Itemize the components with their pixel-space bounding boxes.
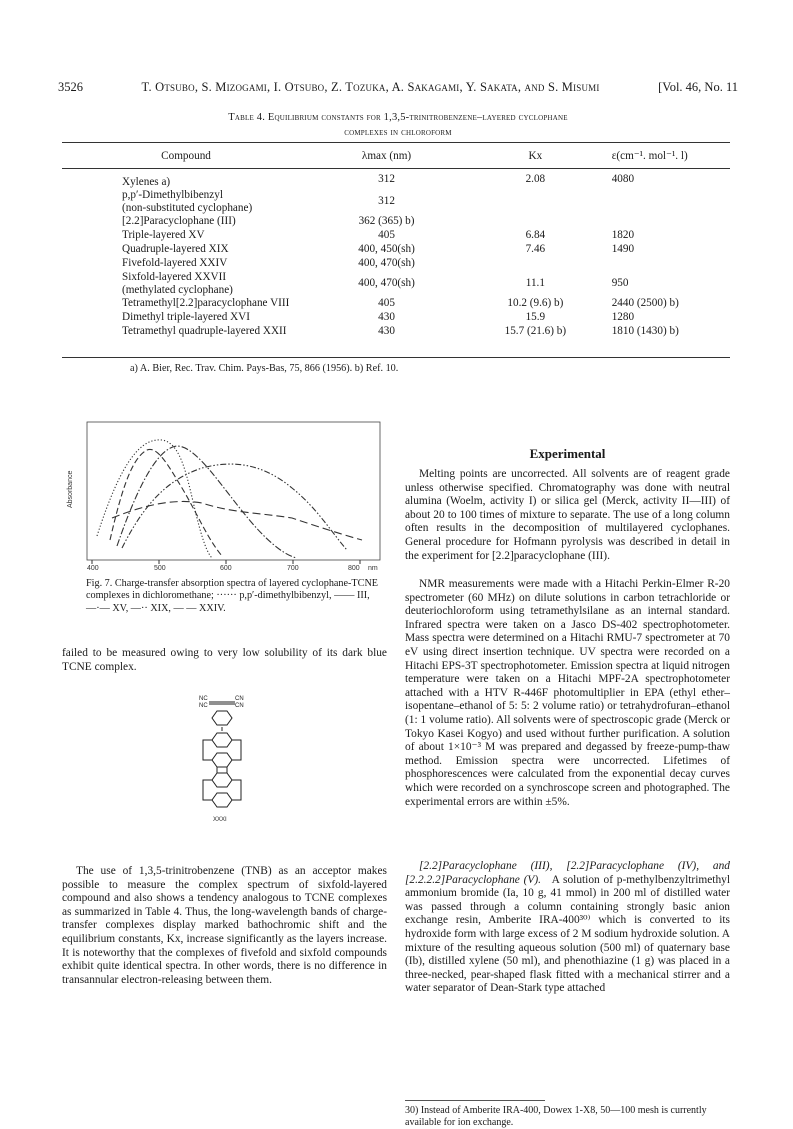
left-paragraph-1: failed to be measured owing to very low solubility of its dark blue TCNE complex. — [62, 647, 387, 673]
right-paragraph-1: Melting points are uncorrected. All solvents are of reagent grade unless otherwise specified. Chromatography was done with neutral alumina (Woelm, activity I) or silica gel (Merck, activity II—III) of about 20 to 100 times of mixture to separate. The use of a long column often results in the decomposition of multilayered cyclophanes. General procedure for Hofmann pyrolysis was described in detail in the experiment for [2.2]paracyclophane (III). — [405, 468, 730, 562]
x-tick-label-600: 600 — [220, 565, 232, 572]
struct-label-nc2: NC — [199, 703, 208, 709]
header-eps: ε(cm⁻¹. mol⁻¹. l) — [610, 143, 730, 169]
header-kx: Kx — [461, 143, 610, 169]
left-paragraph-2: The use of 1,3,5-trinitrobenzene (TNB) as an acceptor makes possible to measure the complex spectrum of sixfold-layered compound and also shows a tendency analogous to TCNE complexes as summarized in Table 4. Thus, the long-wavelength bands of charge-transfer complexes display marked bathochromic shift and the equilibrium constants, Kx, increase significantly as the layers increase. It is noteworthy that the complexes of fivefold and sixfold compounds exhibit quite identical spectra. In other words, there is no difference in transannular electron-releasing between them. — [62, 865, 387, 986]
section-experimental: Experimental — [529, 446, 606, 461]
x-unit-label: nm — [368, 565, 378, 572]
table-row: Quadruple-layered XIX 400, 450(sh) 7.46 1490 — [122, 243, 635, 256]
header-compound: Compound — [62, 143, 312, 169]
table-row: Dimethyl triple-layered XVI 430 15.9 1280 — [122, 311, 635, 324]
fig7-spectra-plot — [62, 418, 387, 573]
table-header-row — [62, 143, 730, 169]
struct-label-cn1: CN — [235, 696, 244, 702]
running-header — [58, 80, 738, 95]
table-row: Triple-layered XV 405 6.84 1820 — [122, 229, 635, 242]
header-lambda: λmax (nm) — [312, 143, 461, 169]
x-tick-label-800: 800 — [348, 565, 360, 572]
y-axis-label: Absorbance — [67, 470, 74, 508]
footnote-rule — [405, 1100, 545, 1101]
right-paragraph-3: [2.2]Paracyclophane (III), [2.2]Paracyclophane (IV), and [2.2.2.2]Paracyclophane (V). A solution of p-methylbenzyltrimethyl ammonium bromide (Ia, 10 g, 41 mmol) in 200 ml of distilled water was passed through a column containing strongly basic anion exchange resin, Amberite IRA-400³⁰⁾ which is converted to its hydroxide form with large excess of 2 M sodium hydroxide solution. A mixture of the resulting aqueous solution (500 ml) of quaternary base (Ib), distilled xylene (50 ml), and phenothiazine (1 g) was placed in a three-necked, pear-shaped flask fitted with a mechanical stirrer and a water separator of Dean-Stark type attached — [405, 860, 730, 995]
structure-XXXI — [185, 693, 265, 833]
fig7-caption: Fig. 7. Charge-transfer absorption spectra of layered cyclophane-TCNE complexes in dichloromethane; ······ p,p′-dimethylbibenzyl, —— III, —·— XV, —·· XIX, — — XXIV. — [86, 578, 379, 614]
authors: T. Otsubo, S. Mizogami, I. Otsubo, Z. Tozuka, A. Sakagami, Y. Sakata, and S. Misumi — [141, 80, 600, 94]
x-tick-label-400: 400 — [87, 565, 99, 572]
table-row: Tetramethyl[2.2]paracyclophane VIII 405 10.2 (9.6) b) 2440 (2500) b) — [122, 297, 679, 310]
curve-XXIV — [112, 501, 362, 540]
table-row: Xylenes a) 312 2.08 4080 — [122, 172, 635, 188]
plot-frame — [87, 422, 380, 560]
struct-label-cn2: CN — [235, 703, 244, 709]
footnote-30: 30) Instead of Amberite IRA-400, Dowex 1-X8, 50—100 mesh is currently available for ion exchange. — [405, 1105, 707, 1128]
cyclophane-skeleton — [203, 702, 241, 807]
table-row: Sixfold-layered XXVII (methylated cyclophane) 400, 470(sh) 11.1 950 — [122, 271, 629, 296]
table-row: Fivefold-layered XXIV 400, 470(sh) — [122, 257, 415, 270]
table-row: p,p′-Dimethylbibenzyl (non-substituted cyclophane) 312 — [122, 189, 395, 214]
right-paragraph-2: NMR measurements were made with a Hitachi Perkin-Elmer R-20 spectrometer (60 MHz) on dilute solutions in carbon tetrachloride or deuteriochloroform using tetramethylsilane as an internal standard. Infrared spectra were taken on a Jasco DS-402 spectrophotometer. Mass spectra were determined on a Hitachi RMU-7 spectrometer at 70 eV using direct insertion technique. UV spectra were recorded on a Hitachi EPS-3T spectrophotometer. Emission spectra at liquid nitrogen temperature were taken on a Hitachi MPF-2A spectrophotometer attached with a HTV R-446F photomultiplier in EPA (ethyl ether–isopentane–ethanol of 5: 5: 2 volume ratio) or tetrahydrofuran–ethanol (1: 1 volume ratio). All solvents were of spectroscopic grade (Merck or Tokyo Kasei Kogyo) and used without further purification. A solution of about 1×10⁻³ M was prepared and degassed by freeze-pump-thaw method. Emission spectra were uncorrected. Lifetimes of phosphorescences were calculated from the exponential decay curves which were recorded on a synchroscope screen and photographed. The experimental errors are within ±5%. — [405, 578, 730, 808]
table-4 — [62, 143, 730, 339]
table-row: [2.2]Paracyclophane (III) 362 (365) b) — [122, 215, 415, 228]
table-caption: Table 4. Equilibrium constants for 1,3,5-trinitrobenzene–layered cyclophane complexes in chloroform — [228, 112, 568, 138]
curve-XV — [117, 446, 297, 558]
table-bottom-rule — [62, 357, 730, 358]
curve-dimethylbibenzyl — [97, 440, 212, 558]
x-tick-label-700: 700 — [287, 565, 299, 572]
x-tick-label-500: 500 — [154, 565, 166, 572]
curve-XIX — [122, 464, 347, 550]
structure-name: XXXI — [213, 817, 227, 823]
page-number: 3526 — [58, 80, 83, 94]
table-footnote: a) A. Bier, Rec. Trav. Chim. Pays-Bas, 75, 866 (1956). b) Ref. 10. — [130, 363, 399, 374]
struct-label-nc1: NC — [199, 696, 208, 702]
table-row: Tetramethyl quadruple-layered XXII 430 15.7 (21.6) b) 1810 (1430) b) — [122, 325, 679, 338]
volume: [Vol. 46, No. 11 — [658, 80, 738, 94]
